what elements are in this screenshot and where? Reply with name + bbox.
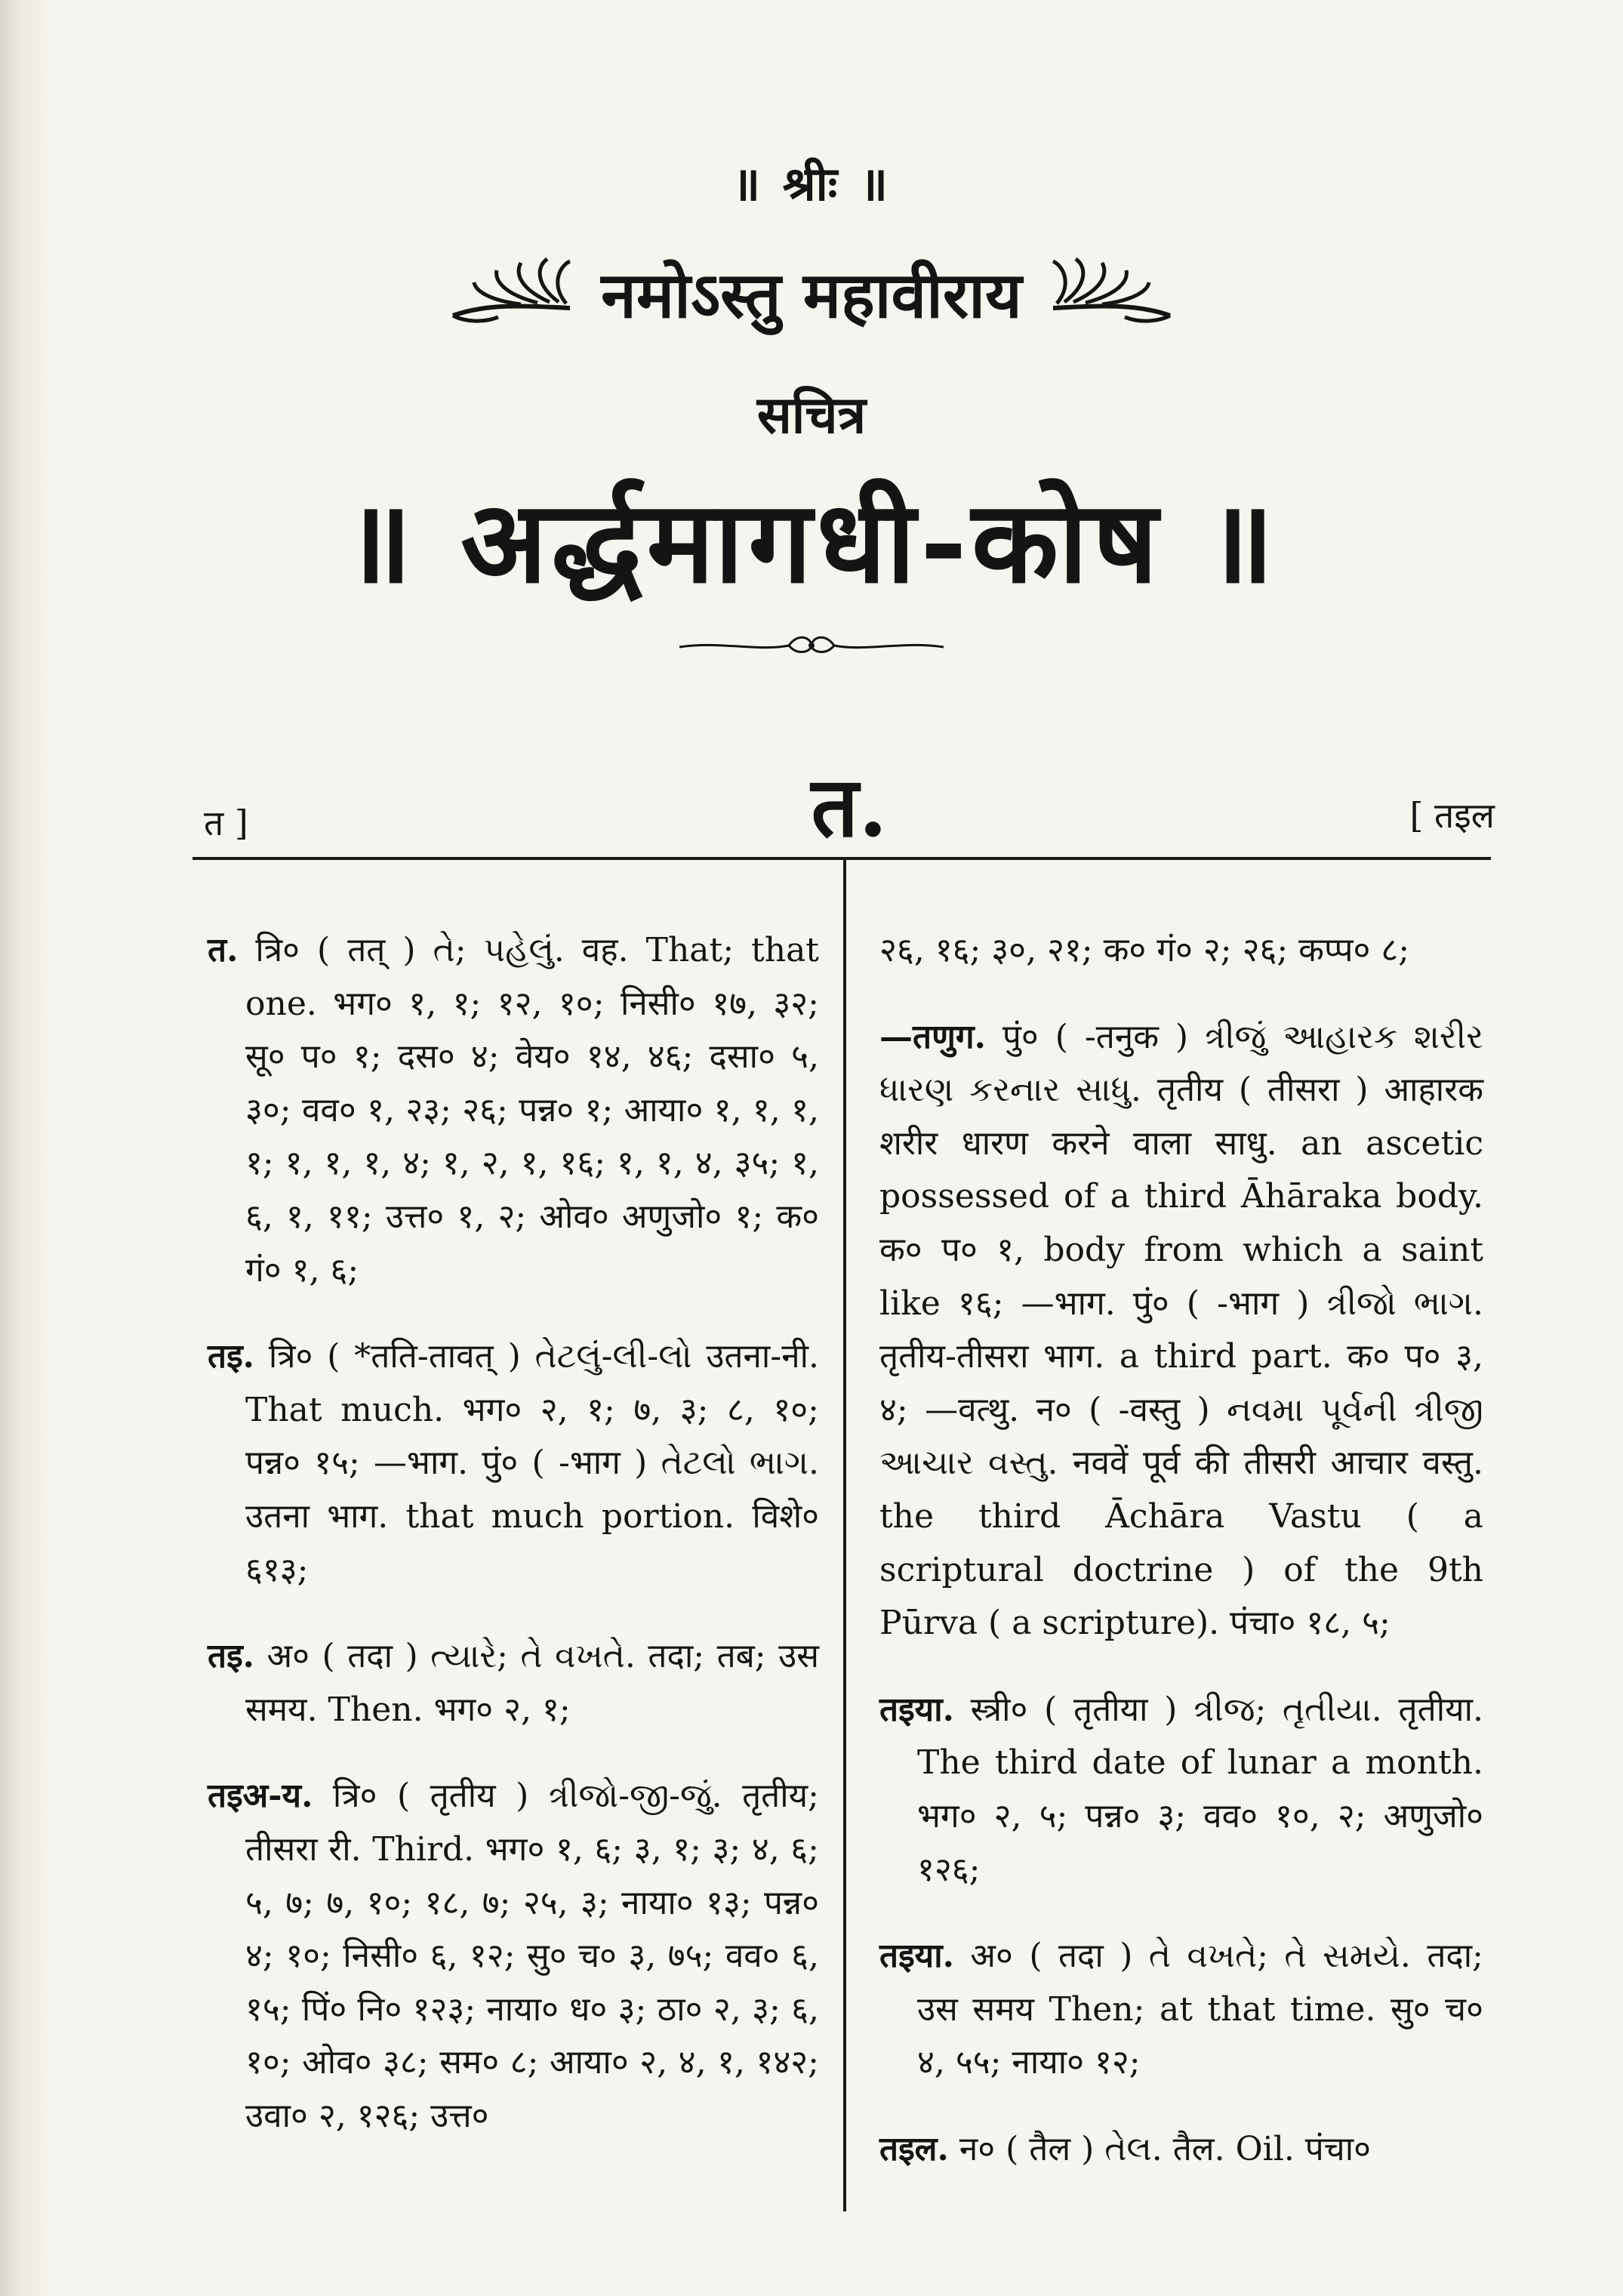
- dictionary-entry: [208, 1330, 819, 1597]
- dictionary-entry: [208, 924, 819, 1297]
- left-column: [208, 891, 819, 2150]
- header-rule: [192, 857, 1491, 860]
- page-header: [204, 747, 1495, 853]
- headword: तइअ-य.: [208, 1777, 313, 1816]
- subtitle: सचित्र: [756, 385, 867, 445]
- entry-body: अ० ( तदा ) તે વખતે; તે સમયે. तदा; उस समय Then; at that time. सु० च० ४, ५५; नाया० १२;: [917, 1937, 1483, 2082]
- left-flourish-ornament: [445, 255, 574, 331]
- invocation: ॥ श्रीः ॥: [732, 156, 891, 211]
- entry-body: त्रि० ( *तति-तावत् ) તેટલું-લી-લો उतना-नी. That much. भग० २, १; ७, ३; ८, १०; पन्न० १५; —भाग. पुं० ( -भाग ) તેટલો ભાગ. उतना भाग. that much portion. विशे० ६१३;: [245, 1337, 819, 1589]
- page-title: ॥ अर्द्धमागधी-कोष ॥: [344, 476, 1279, 609]
- entry-body: त्रि० ( तत् ) તે; પહેલું. वह. That; that one. भग० १, १; १२, १०; निसी० १७, ३२; सू० प० १; दस० ४; वेय० १४, ४६; दसा० ५, ३०; वव० १, २३; २६; पन्न० १; आया० १, १, १, १; १, १, १, ४; १, २, १, १६; १, १, ४, ३५; १, ६, १, ११; उत्त० १, २; ओव० अणुजो० १; क० गं० १, ६;: [238, 931, 819, 1290]
- salutation-row: [0, 249, 1623, 336]
- right-flourish-ornament: [1049, 255, 1178, 331]
- headword: तइया.: [879, 1690, 954, 1729]
- entry-body: पुं० ( -तनुक ) ત્રીજું આહારક શરીર ધારણ કરનાર સાધુ. तृतीय ( तीसरा ) आहारक शरीर धारण करने वाला साधु. an ascetic possessed of a third Āhāraka body. क० प० १, body from which a saint like १६; —भाग. पुं० ( -भाग ) ત્રીજો ભાગ. तृतीय-तीसरा भाग. a third part. क० प० ३, ४; —वत्थु. न० ( -वस्तु ) નવમા પૂર્વની ત્રીજી આચાર વસ્તુ. नववें पूर्व की तीसरी आचार वस्तु. the third Āchāra Vastu ( a scriptural doctrine ) of the 9th Pūrva ( a scripture). पंचा० १८, ५;: [879, 1017, 1483, 1643]
- entry-body: स्त्री० ( तृतीया ) ત્રીજ; તૃતીયા. तृतीया. The third date of lunar a month. भग० २, ५; पन्न० ३; वव० १०, २; अणुजो० १२६;: [917, 1690, 1483, 1889]
- dictionary-entry: [208, 1770, 819, 2143]
- right-column: [879, 891, 1483, 2184]
- title-ornament: [0, 630, 1623, 664]
- dictionary-entry: [879, 1930, 1483, 2090]
- headword: तइ.: [208, 1637, 255, 1676]
- scan-edge: [0, 0, 53, 2296]
- headword: तइया.: [879, 1937, 954, 1976]
- headword: तइ.: [208, 1337, 255, 1376]
- entry-body: न० ( तैल ) તેલ. तैल. Oil. पंचा०: [948, 2129, 1372, 2168]
- guide-word-left: त ]: [204, 803, 248, 843]
- entry-continuation: [879, 924, 1483, 978]
- entry-body: अ० ( तदा ) ત્યારે; તે વખતે. तदा; तब; उस समय. Then. भग० २, १;: [245, 1637, 819, 1729]
- salutation: नमोऽस्तु महावीराय: [601, 257, 1022, 332]
- dictionary-entry: [879, 2123, 1483, 2177]
- column-divider: [843, 860, 846, 2211]
- dictionary-entry: [208, 1630, 819, 1737]
- entry-body: त्रि० ( तृतीय ) ત્રીજો-જી-જું. तृतीय; तीसरा री. Third. भग० १, ६; ३, १; ३; ४, ६; ५, ७; ७, १०; १८, ७; २५, ३; नाया० १३; पन्न० ४; १०; निसी० ६, १२; सु० च० ३, ७५; वव० ६, १५; पिं० नि० १२३; नाया० ध० ३; ठा० २, ३; ६, १०; ओव० ३८; सम० ८; आया० २, ४, १, १४२; उवा० २, १२६; उत्त०: [245, 1777, 819, 2135]
- headword: त.: [208, 931, 239, 969]
- headword: तइल.: [879, 2129, 949, 2168]
- headword: —तणुग.: [879, 1017, 986, 1056]
- entry-body: २६, १६; ३०, २१; क० गं० २; २६; कप्प० ८;: [879, 931, 1410, 969]
- guide-word-right: [ तइल: [1409, 795, 1495, 836]
- dictionary-entry: [879, 1684, 1483, 1897]
- section-letter: त.: [811, 758, 888, 855]
- ornament-line-icon: [676, 630, 947, 661]
- dictionary-subentry: [879, 1011, 1483, 1650]
